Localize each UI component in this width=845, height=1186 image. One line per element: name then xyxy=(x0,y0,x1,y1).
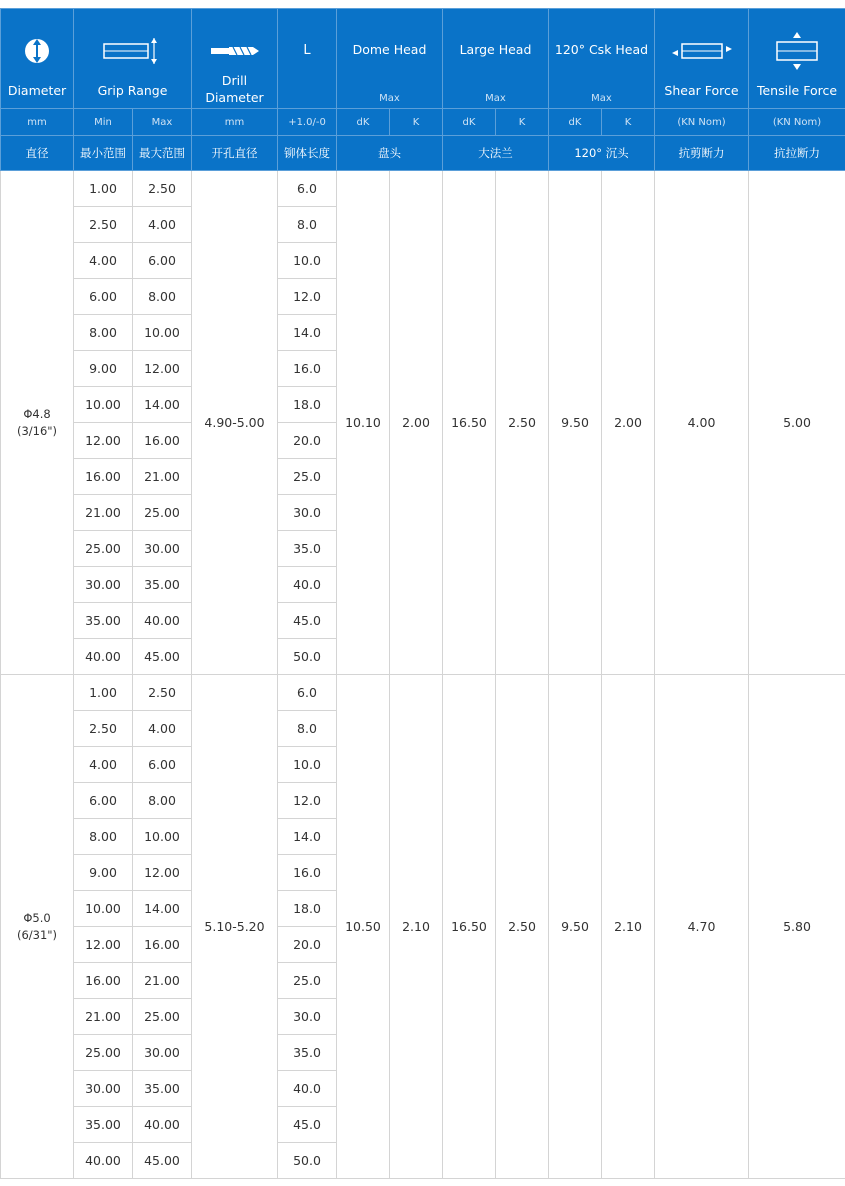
length-cell: 12.0 xyxy=(278,783,337,819)
large-k-cell: 2.50 xyxy=(496,171,549,675)
grip-max-cell: 40.00 xyxy=(133,1107,192,1143)
length-cell: 12.0 xyxy=(278,279,337,315)
csk-k-cell: 2.00 xyxy=(602,171,655,675)
table-row xyxy=(1,675,845,711)
grip-max-cell: 40.00 xyxy=(133,603,192,639)
length-cell: 30.0 xyxy=(278,495,337,531)
grip-min-cell: 8.00 xyxy=(74,819,133,855)
csk-dk-cell: 9.50 xyxy=(549,675,602,1179)
length-cell: 16.0 xyxy=(278,351,337,387)
length-header xyxy=(278,9,337,109)
grip-min-cell: 9.00 xyxy=(74,351,133,387)
csk-head-cn: 120° 沉头 xyxy=(549,136,655,171)
drill-unit: mm xyxy=(192,109,278,136)
grip-max-cell: 10.00 xyxy=(133,819,192,855)
large-head-max: Max xyxy=(485,93,506,104)
grip-max-cell: 45.00 xyxy=(133,639,192,675)
grip-max-cell: 30.00 xyxy=(133,1035,192,1071)
grip-min-cell: 2.50 xyxy=(74,711,133,747)
diameter-cn: 直径 xyxy=(1,136,74,171)
spec-table-body xyxy=(1,171,845,1179)
csk-head-label: 120° Csk Head xyxy=(554,42,649,57)
table-row xyxy=(1,171,845,207)
length-cell: 25.0 xyxy=(278,459,337,495)
shear-force-cell: 4.00 xyxy=(655,171,749,675)
shear-force-icon xyxy=(655,37,748,65)
drill-cell: 5.10-5.20 xyxy=(192,675,278,1179)
grip-max-cell: 14.00 xyxy=(133,891,192,927)
large-k-label: K xyxy=(496,109,549,136)
csk-head-max: Max xyxy=(591,93,612,104)
grip-max-cell: 30.00 xyxy=(133,531,192,567)
grip-min-cell: 4.00 xyxy=(74,243,133,279)
grip-max-cell: 25.00 xyxy=(133,495,192,531)
grip-min-cell: 25.00 xyxy=(74,1035,133,1071)
dome-dk-cell: 10.10 xyxy=(337,171,390,675)
grip-range-label: Grip Range xyxy=(97,83,168,98)
length-cell: 6.0 xyxy=(278,675,337,711)
grip-max-cell: 12.00 xyxy=(133,351,192,387)
length-cell: 45.0 xyxy=(278,603,337,639)
shear-force-header xyxy=(655,9,749,109)
grip-min-cell: 10.00 xyxy=(74,387,133,423)
length-cell: 35.0 xyxy=(278,531,337,567)
length-cell: 14.0 xyxy=(278,315,337,351)
grip-min-cell: 6.00 xyxy=(74,783,133,819)
length-cell: 14.0 xyxy=(278,819,337,855)
tensile-unit: (KN Nom) xyxy=(749,109,845,136)
grip-min-cell: 2.50 xyxy=(74,207,133,243)
grip-max-cell: 6.00 xyxy=(133,747,192,783)
csk-k-label: K xyxy=(602,109,655,136)
tensile-force-header xyxy=(749,9,845,109)
diameter-value: Φ4.8 xyxy=(23,406,51,421)
grip-max-cell: 16.00 xyxy=(133,927,192,963)
length-cn: 铆体长度 xyxy=(278,136,337,171)
length-cell: 10.0 xyxy=(278,747,337,783)
grip-min-cell: 16.00 xyxy=(74,963,133,999)
grip-max-cell: 14.00 xyxy=(133,387,192,423)
grip-min-cell: 35.00 xyxy=(74,1107,133,1143)
diameter-value: Φ5.0 xyxy=(23,910,51,925)
grip-min-cell: 8.00 xyxy=(74,315,133,351)
grip-max-cell: 4.00 xyxy=(133,207,192,243)
dome-head-max: Max xyxy=(379,93,400,104)
grip-min-cell: 35.00 xyxy=(74,603,133,639)
dome-k-cell: 2.00 xyxy=(390,171,443,675)
grip-max-cell: 45.00 xyxy=(133,1143,192,1179)
grip-min-cell: 21.00 xyxy=(74,495,133,531)
length-cell: 18.0 xyxy=(278,387,337,423)
length-cell: 35.0 xyxy=(278,1035,337,1071)
grip-min-cell: 40.00 xyxy=(74,639,133,675)
grip-max-cell: 21.00 xyxy=(133,963,192,999)
grip-max-cell: 2.50 xyxy=(133,675,192,711)
grip-max-cell: 12.00 xyxy=(133,855,192,891)
grip-max-cell: 21.00 xyxy=(133,459,192,495)
rivet-spec-table xyxy=(0,8,845,1179)
dome-k-label: K xyxy=(390,109,443,136)
drill-bit-icon xyxy=(192,37,277,65)
dome-head-header xyxy=(337,9,443,109)
diameter-inch: (3/16") xyxy=(16,423,58,438)
length-cell: 8.0 xyxy=(278,207,337,243)
shear-force-label: Shear Force xyxy=(664,83,739,98)
length-cell: 50.0 xyxy=(278,1143,337,1179)
grip-max-cell: 10.00 xyxy=(133,315,192,351)
drill-label xyxy=(192,72,277,106)
csk-dk-label: dK xyxy=(549,109,602,136)
csk-dk-cell: 9.50 xyxy=(549,171,602,675)
length-label: L xyxy=(303,43,311,58)
grip-range-header xyxy=(74,9,192,109)
large-head-header xyxy=(443,9,549,109)
large-dk-cell: 16.50 xyxy=(443,675,496,1179)
length-cell: 10.0 xyxy=(278,243,337,279)
diameter-label: Diameter xyxy=(7,83,67,98)
grip-min-cell: 40.00 xyxy=(74,1143,133,1179)
grip-min-cell: 1.00 xyxy=(74,171,133,207)
grip-max-cell: 2.50 xyxy=(133,171,192,207)
dome-head-label: Dome Head xyxy=(352,42,427,57)
length-cell: 16.0 xyxy=(278,855,337,891)
tensile-force-cell: 5.00 xyxy=(749,171,845,675)
length-cell: 50.0 xyxy=(278,639,337,675)
grip-min-cn: 最小范围 xyxy=(74,136,133,171)
grip-min-cell: 25.00 xyxy=(74,531,133,567)
tensile-force-label: Tensile Force xyxy=(756,83,838,98)
length-tolerance: +1.0/-0 xyxy=(278,109,337,136)
diameter-header xyxy=(1,9,74,109)
drill-cn: 开孔直径 xyxy=(192,136,278,171)
shear-cn: 抗剪断力 xyxy=(655,136,749,171)
grip-max-cell: 8.00 xyxy=(133,783,192,819)
grip-max-label: Max xyxy=(133,109,192,136)
drill-label-line1: Drill xyxy=(221,73,248,88)
large-dk-cell: 16.50 xyxy=(443,171,496,675)
shear-force-cell: 4.70 xyxy=(655,675,749,1179)
diameter-inch: (6/31") xyxy=(16,927,58,942)
length-cell: 8.0 xyxy=(278,711,337,747)
length-cell: 18.0 xyxy=(278,891,337,927)
length-cell: 25.0 xyxy=(278,963,337,999)
large-head-label: Large Head xyxy=(459,42,532,57)
large-k-cell: 2.50 xyxy=(496,675,549,1179)
grip-min-cell: 4.00 xyxy=(74,747,133,783)
grip-min-label: Min xyxy=(74,109,133,136)
length-cell: 40.0 xyxy=(278,1071,337,1107)
drill-header xyxy=(192,9,278,109)
grip-max-cell: 35.00 xyxy=(133,1071,192,1107)
tensile-cn: 抗拉断力 xyxy=(749,136,845,171)
grip-max-cell: 16.00 xyxy=(133,423,192,459)
grip-max-cell: 6.00 xyxy=(133,243,192,279)
grip-min-cell: 12.00 xyxy=(74,927,133,963)
diameter-cell xyxy=(1,675,74,1179)
length-cell: 40.0 xyxy=(278,567,337,603)
drill-label-line2: Diameter xyxy=(205,90,264,105)
grip-max-cell: 4.00 xyxy=(133,711,192,747)
grip-max-cell: 35.00 xyxy=(133,567,192,603)
grip-min-cell: 9.00 xyxy=(74,855,133,891)
grip-max-cell: 8.00 xyxy=(133,279,192,315)
tensile-force-icon xyxy=(749,37,845,65)
length-cell: 45.0 xyxy=(278,1107,337,1143)
tensile-force-cell: 5.80 xyxy=(749,675,845,1179)
grip-max-cell: 25.00 xyxy=(133,999,192,1035)
length-cell: 20.0 xyxy=(278,927,337,963)
dome-k-cell: 2.10 xyxy=(390,675,443,1179)
dome-head-cn: 盘头 xyxy=(337,136,443,171)
diameter-unit: mm xyxy=(1,109,74,136)
grip-min-cell: 16.00 xyxy=(74,459,133,495)
length-cell: 6.0 xyxy=(278,171,337,207)
grip-range-icon xyxy=(74,37,191,65)
grip-min-cell: 30.00 xyxy=(74,1071,133,1107)
length-cell: 20.0 xyxy=(278,423,337,459)
large-head-cn: 大法兰 xyxy=(443,136,549,171)
csk-k-cell: 2.10 xyxy=(602,675,655,1179)
grip-min-cell: 12.00 xyxy=(74,423,133,459)
grip-min-cell: 1.00 xyxy=(74,675,133,711)
drill-cell: 4.90-5.00 xyxy=(192,171,278,675)
csk-head-header xyxy=(549,9,655,109)
grip-max-cn: 最大范围 xyxy=(133,136,192,171)
large-dk-label: dK xyxy=(443,109,496,136)
grip-min-cell: 10.00 xyxy=(74,891,133,927)
length-cell: 30.0 xyxy=(278,999,337,1035)
grip-min-cell: 21.00 xyxy=(74,999,133,1035)
dome-dk-cell: 10.50 xyxy=(337,675,390,1179)
grip-min-cell: 6.00 xyxy=(74,279,133,315)
diameter-cell xyxy=(1,171,74,675)
grip-min-cell: 30.00 xyxy=(74,567,133,603)
dome-dk-label: dK xyxy=(337,109,390,136)
diameter-icon xyxy=(1,37,73,65)
shear-unit: (KN Nom) xyxy=(655,109,749,136)
